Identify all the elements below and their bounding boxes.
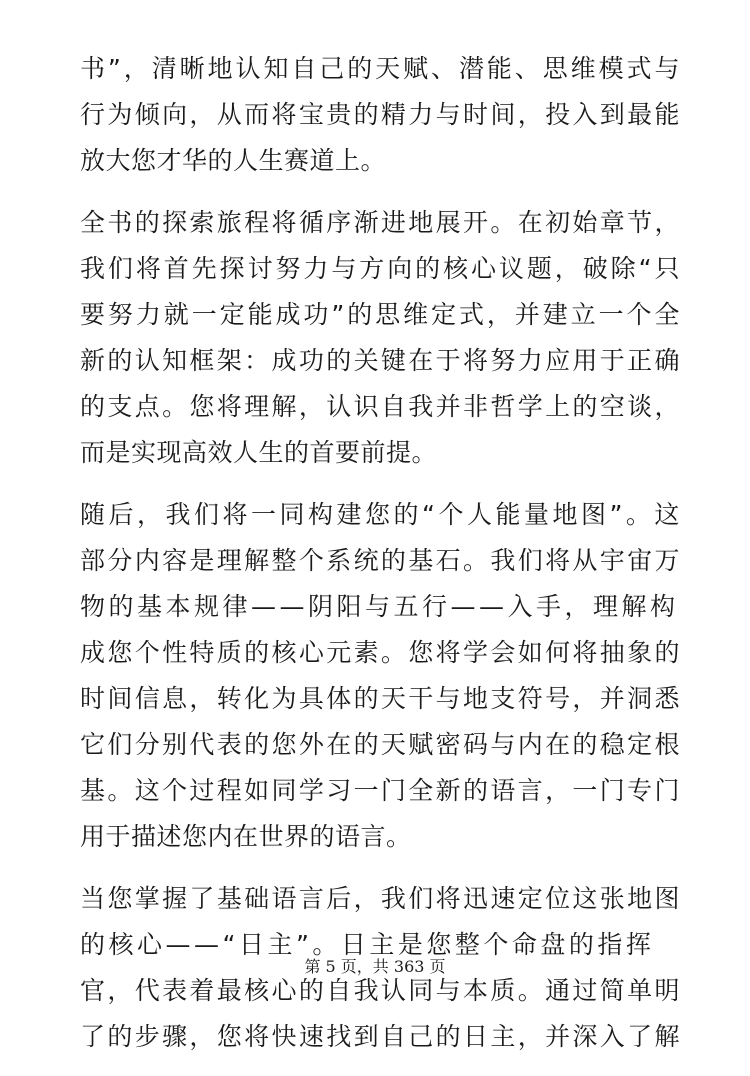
text-line: 了的步骤，您将快速找到自己的日主，并深入了解 — [80, 1022, 682, 1051]
text-line: 书”，清晰地认知自己的天赋、潜能、思维模式与 — [80, 54, 683, 83]
text-line: 时间信息，转化为具体的天干与地支符号，并洞悉 — [80, 684, 682, 713]
text-line: 物的基本规律——阴阳与五行——入手，理解构 — [80, 592, 679, 621]
text-line: 全书的探索旅程将循序渐进地展开。在初始章节， — [80, 208, 682, 237]
text-line: 的核心——“日主”。日主是您整个命盘的指挥 — [80, 930, 655, 959]
text-line: 放大您才华的人生赛道上。 — [80, 146, 387, 175]
page-number: 第 5 页，共 363 页 — [304, 957, 446, 976]
paragraph — [80, 492, 683, 860]
paragraph — [80, 46, 683, 184]
text-line: 它们分别代表的您外在的天赋密码与内在的稳定根 — [80, 730, 682, 759]
text-line: 成您个性特质的核心元素。您将学会如何将抽象的 — [80, 638, 682, 667]
text-line: 部分内容是理解整个系统的基石。我们将从宇宙万 — [80, 546, 682, 575]
text-line: 官，代表着最核心的自我认同与本质。通过简单明 — [80, 976, 682, 1005]
text-line: 行为倾向，从而将宝贵的精力与时间，投入到最能 — [80, 100, 682, 129]
text-line: 而是实现高效人生的首要前提。 — [80, 438, 438, 467]
text-line: 我们将首先探讨努力与方向的核心议题，破除“只 — [80, 254, 683, 283]
text-line: 基。这个过程如同学习一门全新的语言，一门专门 — [80, 776, 682, 805]
text-line: 要努力就一定能成功”的思维定式，并建立一个全 — [80, 300, 683, 329]
text-line: 随后，我们将一同构建您的“个人能量地图”。这 — [80, 500, 683, 529]
text-line: 新的认知框架：成功的关键在于将努力应用于正确 — [80, 346, 682, 375]
text-line: 用于描述您内在世界的语言。 — [80, 822, 412, 851]
body-text — [80, 46, 683, 1076]
paragraph — [80, 200, 683, 476]
text-line: 当您掌握了基础语言后，我们将迅速定位这张地图 — [80, 884, 682, 913]
text-line: 的支点。您将理解，认识自我并非哲学上的空谈， — [80, 392, 682, 421]
